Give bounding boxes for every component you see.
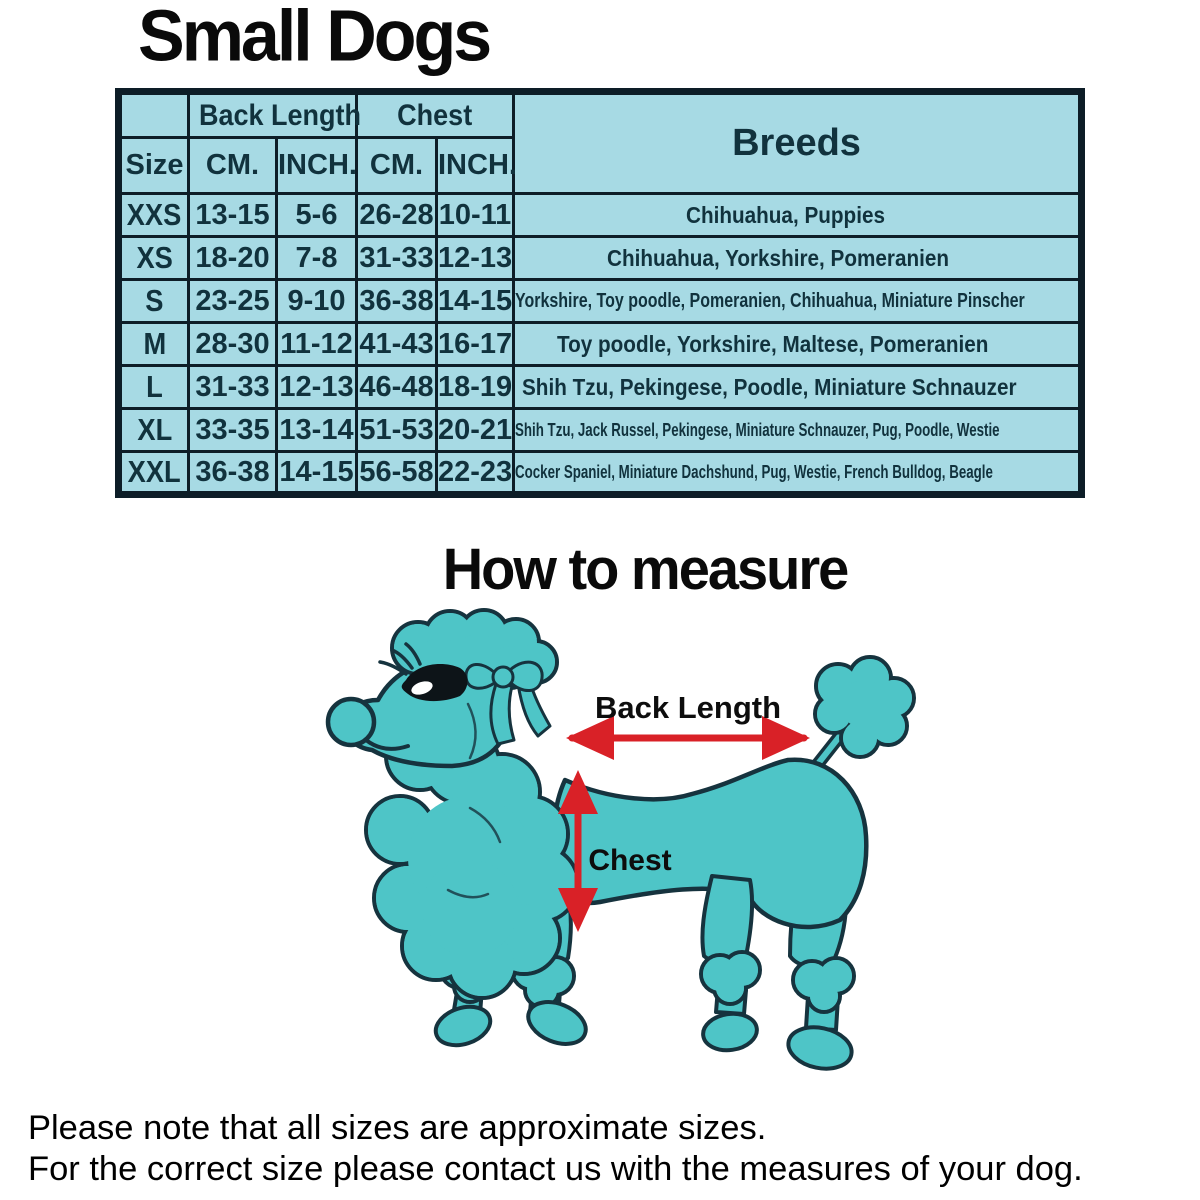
poodle-rear-leg-near	[701, 876, 760, 1054]
table-row: L 31-33 12-13 46-48 18-19 Shih Tzu, Pekingese, Poodle, Miniature Schnauzer	[119, 366, 1082, 409]
table-row: XS 18-20 7-8 31-33 12-13 Chihuahua, Yorkshire, Pomeranien	[119, 237, 1082, 280]
chest-inch-header: INCH.	[437, 138, 514, 194]
back-cm-header: CM.	[189, 138, 277, 194]
table-row: M 28-30 11-12 41-43 16-17 Toy poodle, Yorkshire, Maltese, Pomeranien	[119, 323, 1082, 366]
note-line-1: Please note that all sizes are approximate sizes.	[28, 1109, 767, 1147]
table-row: XXS 13-15 5-6 26-28 10-11 Chihuahua, Puppies	[119, 194, 1082, 237]
measure-diagram	[320, 608, 920, 1088]
footer-notes	[28, 1108, 1193, 1190]
table-row: S 23-25 9-10 36-38 14-15 Yorkshire, Toy poodle, Pomeranien, Chihuahua, Miniature Pinscher	[119, 280, 1082, 323]
empty-corner-cell	[119, 92, 189, 138]
breeds-header: Breeds	[514, 92, 1082, 194]
table-row: XL 33-35 13-14 51-53 20-21 Shih Tzu, Jack Russel, Pekingese, Miniature Schnauzer, Pug, Poodle, Westie	[119, 409, 1082, 452]
chest-label: Chest	[588, 844, 672, 877]
note-line-2: For the correct size please contact us with the measures of your dog.	[28, 1150, 1083, 1188]
chest-group-header: Chest	[357, 92, 514, 138]
table-group-header-row	[119, 92, 1082, 138]
how-to-measure-title: How to measure	[442, 535, 848, 602]
page-title: Small Dogs	[138, 0, 490, 77]
size-header: Size	[119, 138, 189, 194]
poodle-nose	[328, 699, 374, 745]
size-table	[115, 88, 1085, 498]
table-row: XXL 36-38 14-15 56-58 22-23 Cocker Spaniel, Miniature Dachshund, Pug, Westie, French Bulldog, Beagle	[119, 452, 1082, 495]
back-inch-header: INCH.	[277, 138, 357, 194]
back-length-group-header: Back Length	[189, 92, 357, 138]
chest-cm-header: CM.	[357, 138, 437, 194]
back-length-label: Back Length	[594, 690, 782, 725]
poodle-illustration	[320, 608, 920, 1088]
